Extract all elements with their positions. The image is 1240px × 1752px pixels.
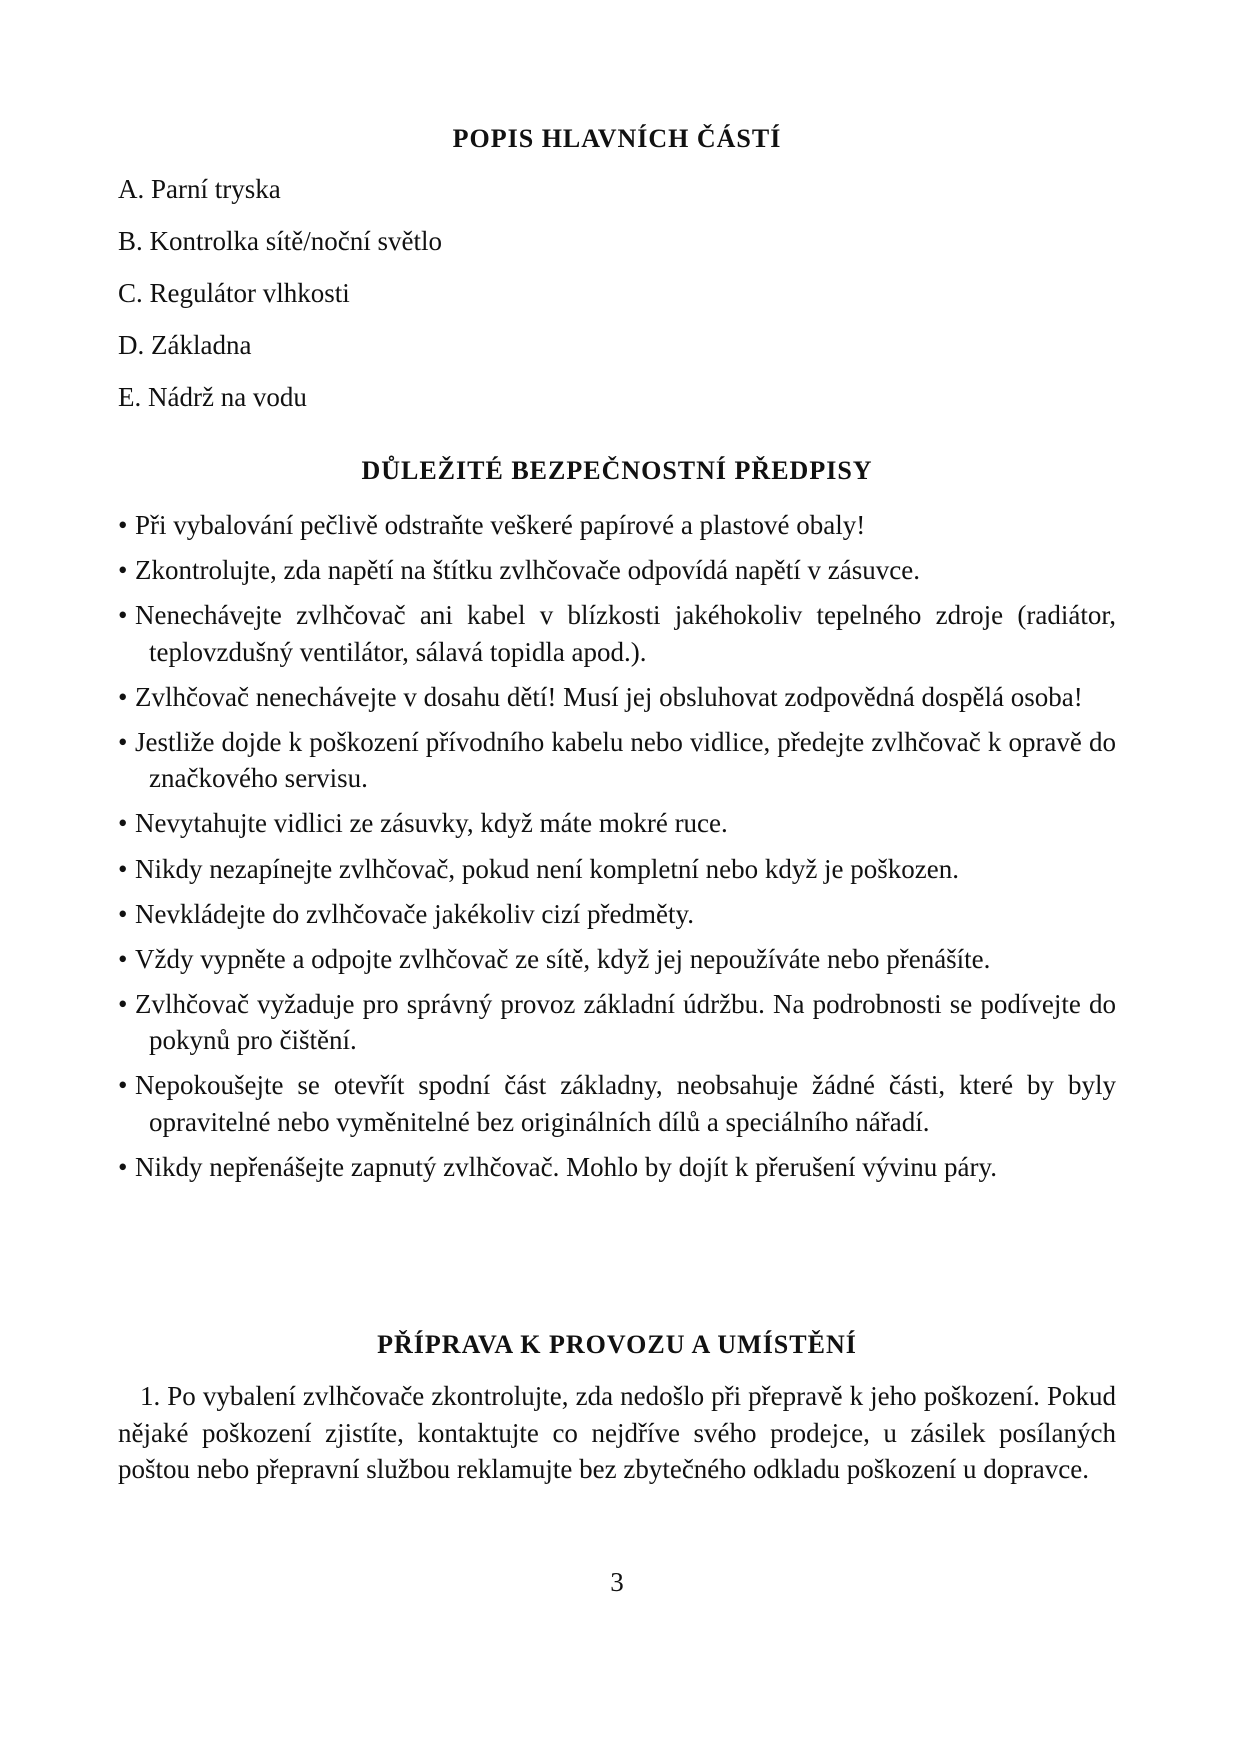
bullet-icon: • bbox=[118, 808, 128, 839]
part-item: D. Základna bbox=[118, 330, 252, 360]
bullet-icon: • bbox=[118, 510, 128, 540]
part-item: B. Kontrolka sítě/noční světlo bbox=[118, 226, 442, 256]
safety-item bbox=[118, 597, 1116, 670]
safety-item-text: Nenechávejte zvlhčovač ani kabel v blízkosti jakéhokoliv tepelného zdroje (radiátor, teplovzdušný ventilátor, sálavá topidla apod.). bbox=[135, 600, 1116, 667]
bullet-icon: • bbox=[118, 1152, 128, 1183]
bullet-icon: • bbox=[118, 853, 128, 884]
preparation-heading: PŘÍPRAVA K PROVOZU A UMÍSTĚNÍ bbox=[377, 1330, 857, 1359]
safety-list bbox=[118, 507, 1116, 1194]
bullet-icon: • bbox=[118, 943, 128, 974]
safety-item-text: Zkontrolujte, zda napětí na štítku zvlhčovače odpovídá napětí v zásuvce. bbox=[135, 555, 920, 586]
safety-item-text: Nepokoušejte se otevřít spodní část základny, neobsahuje žádné části, které by byly opravitelné nebo vyměnitelné bez originálních dílů a speciálního nářadí. bbox=[135, 1070, 1116, 1137]
safety-heading: DŮLEŽITÉ BEZPEČNOSTNÍ PŘEDPISY bbox=[361, 456, 873, 485]
bullet-icon: • bbox=[118, 988, 128, 1019]
safety-item bbox=[118, 507, 1116, 544]
parts-heading: POPIS HLAVNÍCH ČÁSTÍ bbox=[452, 124, 782, 153]
safety-item-text: Jestliže dojde k poškození přívodního kabelu nebo vidlice, předejte zvlhčovač k opravě do značkového servisu. bbox=[135, 726, 1116, 794]
bullet-icon: • bbox=[118, 1070, 128, 1101]
safety-item-text: Vždy vypněte a odpojte zvlhčovač ze sítě, když jej nepoužíváte nebo přenášíte. bbox=[135, 943, 991, 974]
page-number: 3 bbox=[610, 1567, 624, 1597]
safety-item bbox=[118, 724, 1116, 797]
part-item: E. Nádrž na vodu bbox=[118, 382, 307, 412]
safety-item bbox=[118, 552, 1116, 589]
safety-item-text: Při vybalování pečlivě odstraňte veškeré papírové a plastové obaly! bbox=[135, 510, 866, 540]
part-item: C. Regulátor vlhkosti bbox=[118, 278, 350, 308]
safety-item-text: Nevytahujte vidlici ze zásuvky, když máte mokré ruce. bbox=[135, 808, 728, 839]
safety-item bbox=[118, 851, 1116, 888]
safety-item bbox=[118, 986, 1116, 1059]
safety-item bbox=[118, 805, 1116, 842]
preparation-paragraph: 1. Po vybalení zvlhčovače zkontrolujte, zda nedošlo při přepravě k jeho poškození. Pokud nějaké poškození zjistíte, kontaktujte co nejdříve svého prodejce, u zásilek posílaných poštou nebo přepravní službou reklamujte bez zbytečného odkladu poškození u dopravce. bbox=[118, 1381, 1116, 1484]
bullet-icon: • bbox=[118, 898, 128, 929]
safety-item-text: Nikdy nezapínejte zvlhčovač, pokud není kompletní nebo když je poškozen. bbox=[135, 853, 960, 884]
bullet-icon: • bbox=[118, 726, 128, 757]
safety-item-text: Nikdy nepřenášejte zapnutý zvlhčovač. Mohlo by dojít k přerušení vývinu páry. bbox=[135, 1152, 998, 1183]
safety-item-text: Zvlhčovač vyžaduje pro správný provoz základní údržbu. Na podrobnosti se podívejte do pokynů pro čištění. bbox=[135, 988, 1116, 1056]
safety-item bbox=[118, 1149, 1116, 1186]
parts-list bbox=[118, 171, 1116, 431]
bullet-icon: • bbox=[118, 555, 128, 586]
safety-item-text: Nevkládejte do zvlhčovače jakékoliv cizí předměty. bbox=[135, 898, 695, 929]
safety-item bbox=[118, 941, 1116, 978]
bullet-icon: • bbox=[118, 600, 128, 631]
safety-item bbox=[118, 896, 1116, 933]
bullet-icon: • bbox=[118, 681, 128, 712]
safety-item bbox=[118, 1067, 1116, 1140]
safety-item-text: Zvlhčovač nenechávejte v dosahu dětí! Musí jej obsluhovat zodpovědná dospělá osoba! bbox=[135, 681, 1083, 712]
part-item: A. Parní tryska bbox=[118, 174, 281, 204]
safety-item bbox=[118, 679, 1116, 716]
